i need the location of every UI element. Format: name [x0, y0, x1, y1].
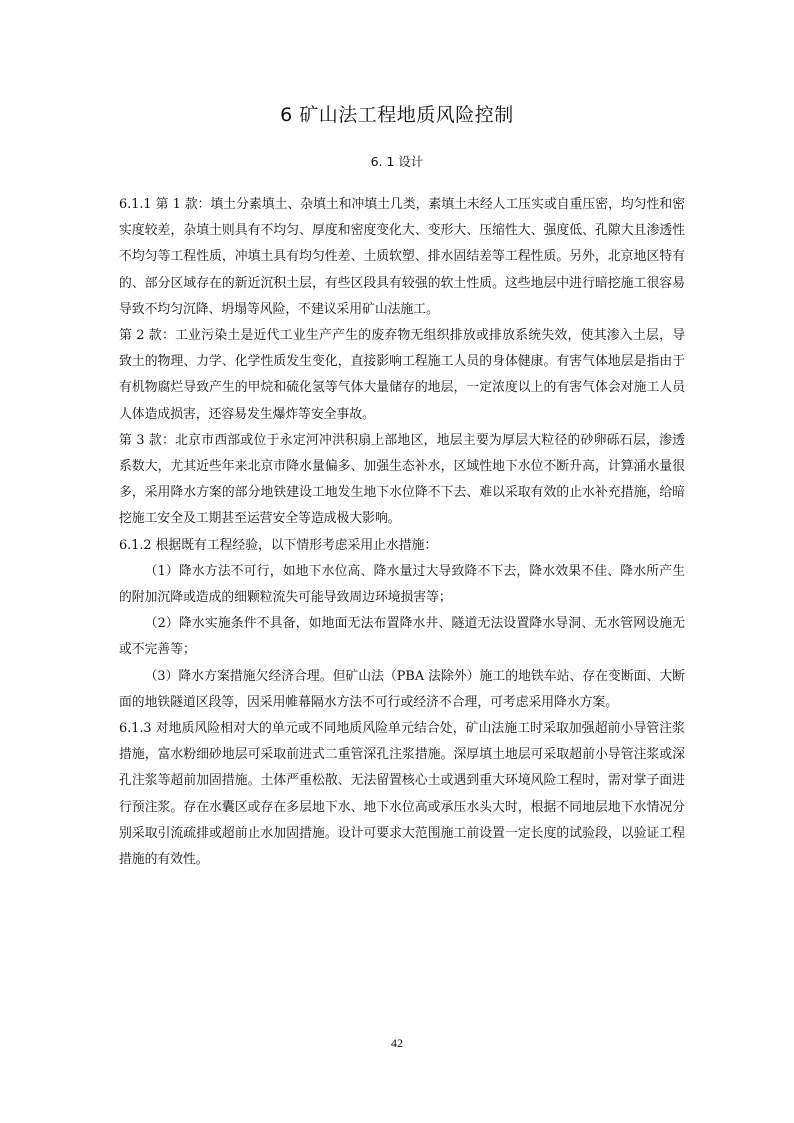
- paragraph-6-1-2: 6.1.2 根据既有工程经验，以下情形考虑采用止水措施：: [119, 537, 438, 553]
- page-number: 42: [391, 1036, 403, 1050]
- paragraph-item-2: 第 2 款：工业污染土是近代工业生产产生的废弃物无组织排放或排放系统失效，使其渗入土层，导致土的物理、力学、化学性质发生变化，直接影响工程施工人员的身体健康。有害气体地层是指由于有机物腐烂导致产生的甲烷和硫化氢等气体大量储存的地层，一定浓度以上的有害气体会对施工人员人体造成损害，还容易发生爆炸等安全事故。: [119, 328, 685, 422]
- list-item-2: （2）降水实施条件不具备，如地面无法布置降水井、隧道无法设置降水导洞、无水管网设施无或不完善等；: [119, 616, 685, 658]
- chapter-title: 6 矿山法工程地质风险控制: [280, 104, 514, 126]
- paragraph-6-1-1: 6.1.1 第 1 款：填土分素填土、杂填土和冲填土几类，素填土未经人工压实或自重压密，均匀性和密实度较差，杂填土则具有不均匀、厚度和密度变化大、变形大、压缩性大、强度低、孔隙大且渗透性不均匀等工程性质，冲填土具有均匀性差、土质软塑、排水固结差等工程性质。另外，北京地区特有的、部分区域存在的新近沉积土层，有些区段具有较强的软土性质。这些地层中进行暗挖施工很容易导致不均匀沉降、坍塌等风险，不建议采用矿山法施工。: [119, 197, 685, 317]
- paragraph-6-1-3: 6.1.3 对地质风险相对大的单元或不同地质风险单元结合处，矿山法施工时采取加强超前小导管注浆措施，富水粉细砂地层可采取前进式二重管深孔注浆措施。深厚填土地层可采取超前小导管注浆或深孔注浆等超前加固措施。土体严重松散、无法留置核心土或遇到重大环境风险工程时，需对掌子面进行预注浆。存在水囊区或存在多层地下水、地下水位高或承压水头大时，根据不同地层地下水情况分别采取引流疏排或超前止水加固措施。设计可要求大范围施工前设置一定长度的试验段，以验证工程措施的有效性。: [119, 721, 685, 868]
- section-title: 6. 1 设计: [370, 154, 424, 169]
- list-item-3: （3）降水方案措施欠经济合理。但矿山法（PBA 法除外）施工的地铁车站、存在变断面、大断面的地铁隧道区段等，因采用帷幕隔水方法不可行或经济不合理，可考虑采用降水方案。: [119, 668, 685, 710]
- body-text: [119, 192, 685, 873]
- paragraph-item-3: 第 3 款：北京市西部或位于永定河冲洪积扇上部地区，地层主要为厚层大粒径的砂卵砾石层，渗透系数大，尤其近些年来北京市降水量偏多、加强生态补水，区域性地下水位不断升高，计算涌水量很多，采用降水方案的部分地铁建设工地发生地下水位降不下去、难以采取有效的止水补充措施，给暗挖施工安全及工期甚至运营安全等造成极大影响。: [119, 432, 685, 527]
- list-item-1: （1）降水方法不可行，如地下水位高、降水量过大导致降不下去，降水效果不佳、降水所产生的附加沉降或造成的细颗粒流失可能导致周边环境损害等；: [119, 563, 685, 606]
